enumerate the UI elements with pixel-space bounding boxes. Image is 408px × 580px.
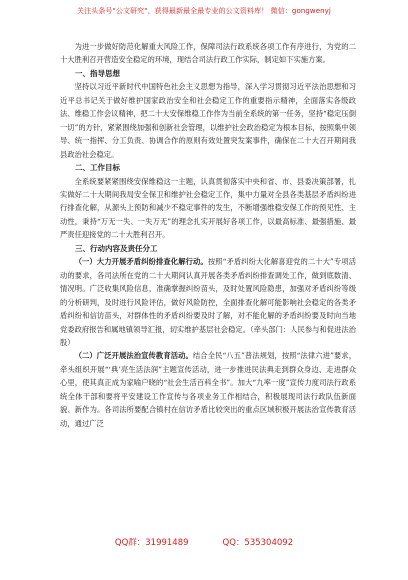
action-item-1 xyxy=(60,255,356,349)
action-item-1-lead: （一）大力开展矛盾纠纷排查化解行动。 xyxy=(74,257,208,267)
footer-contacts xyxy=(0,536,408,548)
top-banner: 关注头条号"公文研究"，获得最新最全最专业的公文资料库！ 微信：gongwenyj xyxy=(77,7,331,15)
section-heading-guiding-ideology: 一、指导思想 xyxy=(75,68,120,78)
work-goals-paragraph: 全系统要紧紧围绕安保维稳这一主题，认真贯彻落实中央和省、市、县委决策部署，扎实做好二十大期间我局安全保卫和维护社会稳定工作，集中力量对全县各类基层矛盾纠纷进行排查化解，从源头上预防和减少不稳定事件的发生，不断增强维稳安保工作的预见性、主动性，秉持“万无一失、一失万无”的理念扎实开展好各项工作，以最高标准、最强措施、最严责任迎接党的二十大胜利召开。 xyxy=(60,176,356,240)
guiding-ideology-paragraph: 坚持以习近平新时代中国特色社会主义思想为指导，深入学习贯彻习近平法治思想和习近平总书记关于做好维护国家政治安全和社会稳定工作的重要指示精神，全面落实各级政法、维稳工作会议精神，把二十大安保维稳工作作为当前全系统的第一任务，坚持“稳定压倒一切”的方针，紧紧围绕加强和创新社会管理，以维护社会政治稳定为根本目标，按照集中领导、统一指挥、分工负责、协调合作的原则有效处置突发案事件，确保在二十大召开期间我县政治社会稳定。 xyxy=(60,82,356,159)
action-item-2 xyxy=(60,349,356,430)
action-item-2-lead: （二）广泛开展法治宣传教育活动。 xyxy=(74,351,193,361)
section-heading-work-goals: 二、工作目标 xyxy=(75,163,120,173)
document-body xyxy=(60,40,356,430)
footer-qq-group: QQ群：31991489 xyxy=(114,538,189,548)
action-item-2-text: 结合全民“八五”普法规划，按照“法律六进”要求，牵头组织开展“‘典’亮生活法润”主题宣传活动，进一步推进民法典走到群众身边、走进群众心里，使其真正成为家喻户晓的“社会生活百科全书”。加大“九率一度”宣传力度司法行政系统全体干部和要将平安建设工作宣传与各项业务工作相结合，积极展现司法行政队伍新面貌、新作为。各司法所要配合镇村在信访矛盾比较突出的重点区域积极开展法治宣传教育活动，通过广泛 xyxy=(60,351,357,428)
section-heading-actions: 三、行动内容及责任分工 xyxy=(75,243,158,253)
footer-qq: QQ：535304092 xyxy=(222,538,294,548)
intro-paragraph: 为进一步做好防范化解重大风险工作，保障司法行政系统各项工作有序进行，为党的二十大胜利召开营造安全稳定的环境，现结合司法行政工作实际，制定如下实施方案。 xyxy=(60,42,356,65)
action-item-1-text: 按照“矛盾纠纷大化解喜迎党的二十大”专项活动的要求，各司法所在党的二十大期间认真开展各类矛盾纠纷排查调处工作，做到底数清、情况明。广泛收集风险信息，准确掌握纠纷苗头，及时处置风险隐患，加强对矛盾纠纷等级的分析研判，及时进行风险评估，做好风险防控，全面排查化解可能影响社会稳定的各类矛盾纠纷和信访苗头，对群体性的矛盾纠纷要及时了解，对不能化解的矛盾纠纷要及时向当地党委政府报告和属地镇领导汇报，切实维护基层社会稳定。（牵头部门：人民参与和促进法治股） xyxy=(60,257,356,347)
